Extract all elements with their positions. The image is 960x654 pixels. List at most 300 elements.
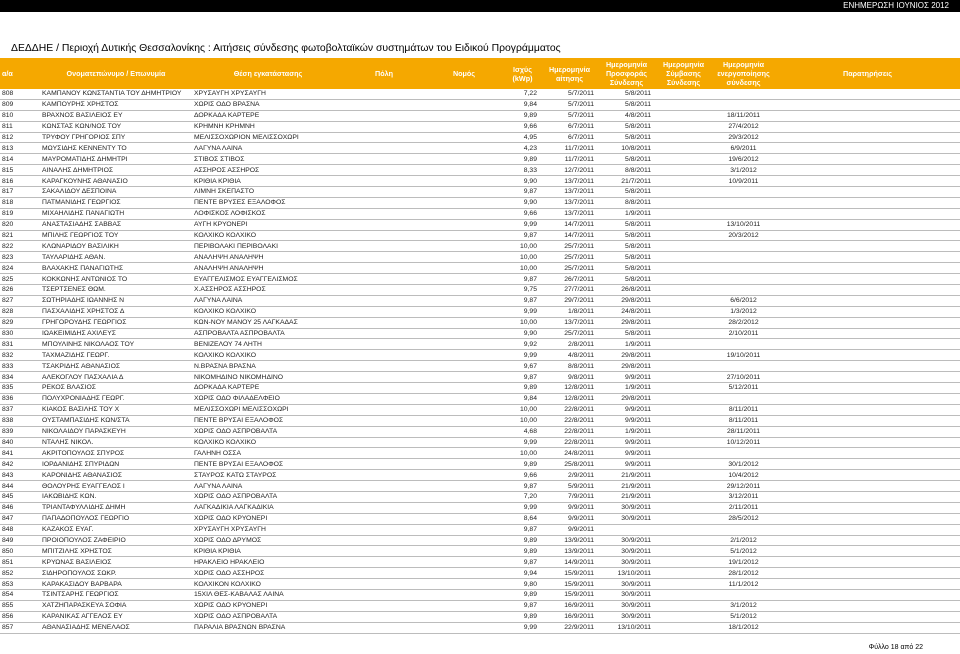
cell-offer-date: 30/9/2011 — [598, 557, 655, 568]
cell-location: ΧΩΡΙΣ ΟΔΟ ΒΡΑΣΝΑ — [192, 99, 344, 110]
table-row — [0, 481, 960, 492]
cell-request-date: 11/7/2011 — [541, 154, 598, 165]
cell-offer-date: 5/8/2011 — [598, 328, 655, 339]
cell-power: 9,90 — [504, 197, 541, 208]
cell-location: ΠΕΝΤΕ ΒΡΥΣΑΙ ΕΞΑΛΟΦΟΣ — [192, 459, 344, 470]
cell-prefecture — [424, 306, 504, 317]
cell-aa: 815 — [0, 165, 40, 176]
cell-aa: 808 — [0, 89, 40, 99]
cell-notes — [775, 121, 960, 132]
col-power-line: (kWp) — [512, 73, 533, 83]
col-request-date — [541, 58, 598, 89]
cell-offer-date: 30/9/2011 — [598, 611, 655, 622]
cell-power: 9,66 — [504, 470, 541, 481]
cell-notes — [775, 339, 960, 350]
cell-aa: 822 — [0, 241, 40, 252]
cell-aa: 848 — [0, 524, 40, 535]
cell-prefecture — [424, 132, 504, 143]
cell-request-date: 22/8/2011 — [541, 415, 598, 426]
cell-offer-date: 5/8/2011 — [598, 219, 655, 230]
cell-request-date: 14/7/2011 — [541, 230, 598, 241]
cell-location: ΚΟΛΧΙΚΟ ΚΟΛΧΙΚΟ — [192, 230, 344, 241]
cell-activation-date — [712, 208, 775, 219]
cell-city — [344, 546, 424, 557]
cell-location: ΛΑΓΥΝΑ ΛΑΙΝΑ — [192, 143, 344, 154]
cell-offer-date: 8/8/2011 — [598, 197, 655, 208]
cell-notes — [775, 317, 960, 328]
cell-power: 9,87 — [504, 481, 541, 492]
cell-contract-date — [655, 165, 712, 176]
cell-name: ΚΛΩΝΑΡΙΔΟΥ ΒΑΣΙΛΙΚΗ — [40, 241, 192, 252]
cell-prefecture — [424, 372, 504, 383]
cell-location: ΧΩΡΙΣ ΟΔΟ ΑΣΣΗΡΟΣ — [192, 568, 344, 579]
cell-location: ΚΟΛΧΙΚΟ ΚΟΛΧΙΚΟ — [192, 437, 344, 448]
cell-name: ΚΑΡΑΚΑΣΙΔΟΥ ΒΑΡΒΑΡΑ — [40, 579, 192, 590]
cell-location: ΗΡΑΚΛΕΙΟ ΗΡΑΚΛΕΙΟ — [192, 557, 344, 568]
cell-notes — [775, 197, 960, 208]
col-aa: α/α — [0, 58, 40, 89]
cell-name: ΚΑΡΑΓΚΟΥΝΗΣ ΑΘΑΝΑΣΙΟ — [40, 176, 192, 187]
cell-aa: 817 — [0, 187, 40, 198]
cell-offer-date: 30/9/2011 — [598, 600, 655, 611]
table-row — [0, 274, 960, 285]
cell-contract-date — [655, 415, 712, 426]
table-row — [0, 546, 960, 557]
cell-contract-date — [655, 437, 712, 448]
cell-location: ΣΤΙΒΟΣ ΣΤΙΒΟΣ — [192, 154, 344, 165]
cell-activation-date: 19/1/2012 — [712, 557, 775, 568]
cell-notes — [775, 99, 960, 110]
cell-prefecture — [424, 557, 504, 568]
cell-aa: 813 — [0, 143, 40, 154]
cell-contract-date — [655, 241, 712, 252]
cell-power: 7,22 — [504, 89, 541, 99]
cell-notes — [775, 219, 960, 230]
cell-city — [344, 176, 424, 187]
cell-name: ΤΡΥΦΟΥ ΓΡΗΓΟΡΙΟΣ ΣΠΥ — [40, 132, 192, 143]
cell-name: ΒΡΑΧΝΟΣ ΒΑΣΙΛΕΙΟΣ ΕΥ — [40, 110, 192, 121]
cell-city — [344, 252, 424, 263]
cell-contract-date — [655, 535, 712, 546]
cell-offer-date: 29/8/2011 — [598, 350, 655, 361]
cell-request-date: 22/8/2011 — [541, 437, 598, 448]
cell-power: 9,99 — [504, 437, 541, 448]
cell-city — [344, 557, 424, 568]
cell-aa: 841 — [0, 448, 40, 459]
cell-power: 9,92 — [504, 339, 541, 350]
cell-contract-date — [655, 110, 712, 121]
cell-request-date: 25/7/2011 — [541, 328, 598, 339]
table-row — [0, 426, 960, 437]
cell-notes — [775, 426, 960, 437]
cell-name: ΚΑΡΟΝΙΔΗΣ ΑΘΑΝΑΣΙΟΣ — [40, 470, 192, 481]
cell-contract-date — [655, 513, 712, 524]
cell-activation-date: 11/1/2012 — [712, 579, 775, 590]
cell-power: 9,94 — [504, 568, 541, 579]
cell-city — [344, 611, 424, 622]
table-row — [0, 165, 960, 176]
cell-location: ΧΩΡΙΣ ΟΔΟ ΑΣΠΡΟΒΑΛΤΑ — [192, 491, 344, 502]
cell-aa: 846 — [0, 502, 40, 513]
cell-notes — [775, 241, 960, 252]
cell-name: ΑΛΕΚΟΓΛΟΥ ΠΑΣΧΑΛΙΑ Δ — [40, 372, 192, 383]
cell-offer-date: 5/8/2011 — [598, 263, 655, 274]
cell-power: 10,00 — [504, 317, 541, 328]
cell-city — [344, 568, 424, 579]
cell-request-date: 14/7/2011 — [541, 219, 598, 230]
cell-aa: 844 — [0, 481, 40, 492]
table-row — [0, 154, 960, 165]
table-row — [0, 176, 960, 187]
table-row — [0, 306, 960, 317]
cell-contract-date — [655, 263, 712, 274]
cell-name: ΠΡΟΙΟΠΟΥΛΟΣ ΖΑΦΕΙΡΙΟ — [40, 535, 192, 546]
cell-contract-date — [655, 568, 712, 579]
cell-city — [344, 535, 424, 546]
cell-prefecture — [424, 470, 504, 481]
cell-notes — [775, 252, 960, 263]
cell-activation-date: 28/1/2012 — [712, 568, 775, 579]
cell-name: ΤΣΙΝΤΣΑΡΗΣ ΓΕΩΡΓΙΟΣ — [40, 589, 192, 600]
cell-request-date: 5/7/2011 — [541, 99, 598, 110]
cell-contract-date — [655, 208, 712, 219]
cell-city — [344, 350, 424, 361]
cell-contract-date — [655, 350, 712, 361]
cell-city — [344, 470, 424, 481]
cell-request-date: 5/7/2011 — [541, 110, 598, 121]
cell-aa: 842 — [0, 459, 40, 470]
cell-activation-date: 18/11/2011 — [712, 110, 775, 121]
cell-contract-date — [655, 295, 712, 306]
cell-power: 8,64 — [504, 513, 541, 524]
cell-activation-date: 3/1/2012 — [712, 600, 775, 611]
cell-city — [344, 589, 424, 600]
cell-offer-date: 30/9/2011 — [598, 589, 655, 600]
cell-notes — [775, 404, 960, 415]
cell-request-date: 5/9/2011 — [541, 481, 598, 492]
cell-offer-date: 8/8/2011 — [598, 165, 655, 176]
cell-name: ΝΤΑΛΗΣ ΝΙΚΟΛ. — [40, 437, 192, 448]
cell-location: ΚΩΝ-ΝΟΥ ΜΑΝΟΥ 25 ΛΑΓΚΑΔΑΣ — [192, 317, 344, 328]
cell-aa: 810 — [0, 110, 40, 121]
cell-offer-date: 9/9/2011 — [598, 404, 655, 415]
cell-notes — [775, 263, 960, 274]
cell-city — [344, 295, 424, 306]
cell-aa: 816 — [0, 176, 40, 187]
cell-aa: 839 — [0, 426, 40, 437]
cell-activation-date: 29/12/2011 — [712, 481, 775, 492]
cell-power: 9,89 — [504, 383, 541, 394]
cell-activation-date: 6/9/2011 — [712, 143, 775, 154]
cell-location: ΔΟΡΚΑΔΑ ΚΑΡΤΕΡΕ — [192, 383, 344, 394]
cell-city — [344, 110, 424, 121]
cell-name: ΣΑΚΑΛΙΔΟΥ ΔΕΣΠΟΙΝΑ — [40, 187, 192, 198]
cell-contract-date — [655, 383, 712, 394]
cell-notes — [775, 448, 960, 459]
cell-contract-date — [655, 404, 712, 415]
cell-activation-date — [712, 241, 775, 252]
cell-offer-date: 5/8/2011 — [598, 252, 655, 263]
cell-city — [344, 372, 424, 383]
cell-aa: 837 — [0, 404, 40, 415]
cell-location: ΑΣΠΡΟΒΑΛΤΑ ΑΣΠΡΟΒΑΛΤΑ — [192, 328, 344, 339]
table-row — [0, 372, 960, 383]
cell-notes — [775, 295, 960, 306]
table-row — [0, 99, 960, 110]
cell-contract-date — [655, 317, 712, 328]
cell-prefecture — [424, 274, 504, 285]
cell-notes — [775, 491, 960, 502]
cell-aa: 854 — [0, 589, 40, 600]
col-contract-date-line: Σύνδεσης — [666, 78, 701, 87]
cell-notes — [775, 165, 960, 176]
table-row — [0, 470, 960, 481]
cell-request-date: 12/8/2011 — [541, 383, 598, 394]
table-row — [0, 285, 960, 296]
cell-city — [344, 208, 424, 219]
cell-name: ΑΙΝΑΛΗΣ ΔΗΜΗΤΡΙΟΣ — [40, 165, 192, 176]
cell-name: ΤΡΙΑΝΤΑΦΥΛΛΙΔΗΣ ΔΗΜΗ — [40, 502, 192, 513]
cell-city — [344, 481, 424, 492]
cell-city — [344, 132, 424, 143]
cell-request-date: 1/8/2011 — [541, 306, 598, 317]
cell-name: ΚΟΚΚΩΝΗΣ ΑΝΤΩΝΙΟΣ ΤΟ — [40, 274, 192, 285]
cell-prefecture — [424, 611, 504, 622]
cell-prefecture — [424, 187, 504, 198]
cell-contract-date — [655, 274, 712, 285]
col-activation-date-line: Ημερομηνία — [722, 60, 765, 69]
cell-location: ΔΟΡΚΑΔΑ ΚΑΡΤΕΡΕ — [192, 110, 344, 121]
table-row — [0, 295, 960, 306]
cell-contract-date — [655, 481, 712, 492]
cell-city — [344, 99, 424, 110]
cell-request-date: 22/8/2011 — [541, 404, 598, 415]
cell-request-date: 2/8/2011 — [541, 339, 598, 350]
cell-city — [344, 165, 424, 176]
cell-activation-date — [712, 187, 775, 198]
cell-prefecture — [424, 328, 504, 339]
cell-activation-date: 5/1/2012 — [712, 546, 775, 557]
cell-name: ΠΑΤΜΑΝΙΔΗΣ ΓΕΩΡΓΙΟΣ — [40, 197, 192, 208]
cell-aa: 836 — [0, 393, 40, 404]
cell-city — [344, 241, 424, 252]
cell-notes — [775, 459, 960, 470]
cell-request-date: 14/9/2011 — [541, 557, 598, 568]
cell-request-date: 4/8/2011 — [541, 350, 598, 361]
cell-contract-date — [655, 99, 712, 110]
cell-location: ΛΑΓΥΝΑ ΛΑΙΝΑ — [192, 295, 344, 306]
cell-activation-date — [712, 274, 775, 285]
cell-name: ΤΑΧΜΑΖΙΔΗΣ ΓΕΩΡΓ. — [40, 350, 192, 361]
cell-power: 9,90 — [504, 328, 541, 339]
cell-location: ΜΕΛΙΣΣΟΧΩΡΙ ΜΕΛΙΣΣΟΧΩΡΙ — [192, 404, 344, 415]
cell-aa: 855 — [0, 600, 40, 611]
cell-city — [344, 317, 424, 328]
cell-location: Χ.ΑΣΣΗΡΟΣ ΑΣΣΗΡΟΣ — [192, 285, 344, 296]
cell-notes — [775, 524, 960, 535]
cell-notes — [775, 350, 960, 361]
cell-location: ΚΟΛΧΙΚΟ ΚΟΛΧΙΚΟ — [192, 306, 344, 317]
cell-name: ΒΛΑΧΑΚΗΣ ΠΑΝΑΓΙΩΤΗΣ — [40, 263, 192, 274]
cell-offer-date: 9/9/2011 — [598, 437, 655, 448]
table-row — [0, 600, 960, 611]
cell-name: ΜΙΧΑΗΛΙΔΗΣ ΠΑΝΑΓΙΩΤΗ — [40, 208, 192, 219]
cell-activation-date — [712, 524, 775, 535]
cell-notes — [775, 306, 960, 317]
cell-notes — [775, 274, 960, 285]
cell-city — [344, 383, 424, 394]
page-footer: Φύλλο 18 από 22 — [868, 644, 923, 651]
cell-activation-date: 10/12/2011 — [712, 437, 775, 448]
cell-notes — [775, 132, 960, 143]
cell-power: 9,99 — [504, 219, 541, 230]
col-power — [504, 58, 541, 89]
cell-power: 9,87 — [504, 524, 541, 535]
cell-prefecture — [424, 230, 504, 241]
cell-notes — [775, 415, 960, 426]
col-offer-date-line: Σύνδεσης — [609, 78, 644, 87]
cell-contract-date — [655, 579, 712, 590]
cell-power: 9,66 — [504, 208, 541, 219]
cell-prefecture — [424, 491, 504, 502]
cell-aa: 821 — [0, 230, 40, 241]
cell-contract-date — [655, 502, 712, 513]
cell-prefecture — [424, 263, 504, 274]
cell-activation-date: 5/12/2011 — [712, 383, 775, 394]
cell-offer-date: 9/9/2011 — [598, 415, 655, 426]
cell-name: ΝΙΚΟΛΑΙΔΟΥ ΠΑΡΑΣΚΕΥΗ — [40, 426, 192, 437]
cell-notes — [775, 230, 960, 241]
cell-aa: 838 — [0, 415, 40, 426]
col-activation-date-line: ενεργοποίησης — [717, 69, 770, 78]
table-row — [0, 230, 960, 241]
cell-city — [344, 219, 424, 230]
cell-notes — [775, 110, 960, 121]
cell-power: 9,99 — [504, 306, 541, 317]
cell-aa: 835 — [0, 383, 40, 394]
cell-offer-date: 21/9/2011 — [598, 491, 655, 502]
table-row — [0, 317, 960, 328]
cell-city — [344, 328, 424, 339]
cell-contract-date — [655, 143, 712, 154]
cell-name: ΚΑΜΠΑΝΟΥ ΚΩΝΣΤΑΝΤΙΑ ΤΟΥ ΔΗΜΗΤΡΙΟΥ — [40, 89, 192, 99]
cell-aa: 826 — [0, 285, 40, 296]
cell-location: ΝΙΚΟΜΗΔΙΝΟ ΝΙΚΟΜΗΔΙΝΟ — [192, 372, 344, 383]
cell-activation-date: 5/1/2012 — [712, 611, 775, 622]
cell-city — [344, 404, 424, 415]
cell-contract-date — [655, 459, 712, 470]
cell-location: ΣΤΑΥΡΟΣ ΚΑΤΩ ΣΤΑΥΡΟΣ — [192, 470, 344, 481]
cell-offer-date: 29/8/2011 — [598, 317, 655, 328]
cell-city — [344, 459, 424, 470]
cell-request-date: 25/7/2011 — [541, 241, 598, 252]
cell-offer-date: 5/8/2011 — [598, 132, 655, 143]
cell-location: ΛΙΜΝΗ ΣΚΕΠΑΣΤΟ — [192, 187, 344, 198]
cell-city — [344, 491, 424, 502]
cell-request-date: 13/7/2011 — [541, 197, 598, 208]
cell-power: 9,87 — [504, 372, 541, 383]
cell-prefecture — [424, 197, 504, 208]
cell-activation-date: 27/4/2012 — [712, 121, 775, 132]
cell-prefecture — [424, 143, 504, 154]
cell-aa: 843 — [0, 470, 40, 481]
cell-contract-date — [655, 285, 712, 296]
table-row — [0, 448, 960, 459]
cell-name: ΚΑΡΑΝΙΚΑΣ ΑΓΓΕΛΟΣ ΕΥ — [40, 611, 192, 622]
cell-location: ΓΑΛΗΝΗ ΟΣΣΑ — [192, 448, 344, 459]
cell-aa: 811 — [0, 121, 40, 132]
cell-aa: 857 — [0, 622, 40, 633]
cell-city — [344, 306, 424, 317]
cell-notes — [775, 176, 960, 187]
cell-contract-date — [655, 524, 712, 535]
cell-power: 9,87 — [504, 557, 541, 568]
cell-request-date: 25/7/2011 — [541, 263, 598, 274]
cell-aa: 812 — [0, 132, 40, 143]
cell-city — [344, 513, 424, 524]
cell-location: ΠΕΝΤΕ ΒΡΥΣΕΣ ΕΞΑΛΟΦΟΣ — [192, 197, 344, 208]
cell-city — [344, 274, 424, 285]
cell-activation-date: 6/6/2012 — [712, 295, 775, 306]
cell-prefecture — [424, 524, 504, 535]
cell-location: ΧΡΥΣΑΥΓΗ ΧΡΥΣΑΥΓΗ — [192, 524, 344, 535]
table-row — [0, 579, 960, 590]
page-title: ΔΕΔΔΗΕ / Περιοχή Δυτικής Θεσσαλονίκης : Αιτήσεις σύνδεσης φωτοβολταϊκών συστημάτων του Ειδικού Προγράμματος — [11, 43, 561, 54]
cell-power: 9,89 — [504, 546, 541, 557]
cell-city — [344, 622, 424, 633]
cell-contract-date — [655, 339, 712, 350]
cell-power: 9,87 — [504, 274, 541, 285]
table-row — [0, 143, 960, 154]
cell-location: ΧΡΥΣΑΥΓΗ ΧΡΥΣΑΥΓΗ — [192, 89, 344, 99]
cell-request-date: 6/7/2011 — [541, 132, 598, 143]
cell-offer-date: 5/8/2011 — [598, 230, 655, 241]
cell-notes — [775, 187, 960, 198]
cell-request-date: 12/7/2011 — [541, 165, 598, 176]
cell-aa: 825 — [0, 274, 40, 285]
cell-prefecture — [424, 350, 504, 361]
cell-notes — [775, 361, 960, 372]
cell-request-date: 6/7/2011 — [541, 121, 598, 132]
cell-contract-date — [655, 622, 712, 633]
cell-city — [344, 187, 424, 198]
cell-activation-date — [712, 197, 775, 208]
cell-request-date: 15/9/2011 — [541, 579, 598, 590]
cell-activation-date: 18/1/2012 — [712, 622, 775, 633]
cell-name: ΓΡΗΓΟΡΟΥΔΗΣ ΓΕΩΡΓΙΟΣ — [40, 317, 192, 328]
cell-activation-date: 27/10/2011 — [712, 372, 775, 383]
cell-power: 9,99 — [504, 350, 541, 361]
cell-power: 9,90 — [504, 176, 541, 187]
cell-city — [344, 437, 424, 448]
table-body — [0, 89, 960, 633]
cell-location: ΧΩΡΙΣ ΟΔΟ ΔΡΥΜΟΣ — [192, 535, 344, 546]
cell-aa: 849 — [0, 535, 40, 546]
cell-activation-date — [712, 393, 775, 404]
cell-request-date: 24/8/2011 — [541, 448, 598, 459]
cell-city — [344, 197, 424, 208]
cell-activation-date: 30/1/2012 — [712, 459, 775, 470]
table-row — [0, 361, 960, 372]
table-row — [0, 208, 960, 219]
cell-power: 9,99 — [504, 622, 541, 633]
cell-activation-date: 28/11/2011 — [712, 426, 775, 437]
table-header-row — [0, 58, 960, 89]
cell-power: 9,87 — [504, 230, 541, 241]
cell-prefecture — [424, 241, 504, 252]
cell-offer-date: 30/9/2011 — [598, 513, 655, 524]
cell-request-date: 5/7/2011 — [541, 89, 598, 99]
